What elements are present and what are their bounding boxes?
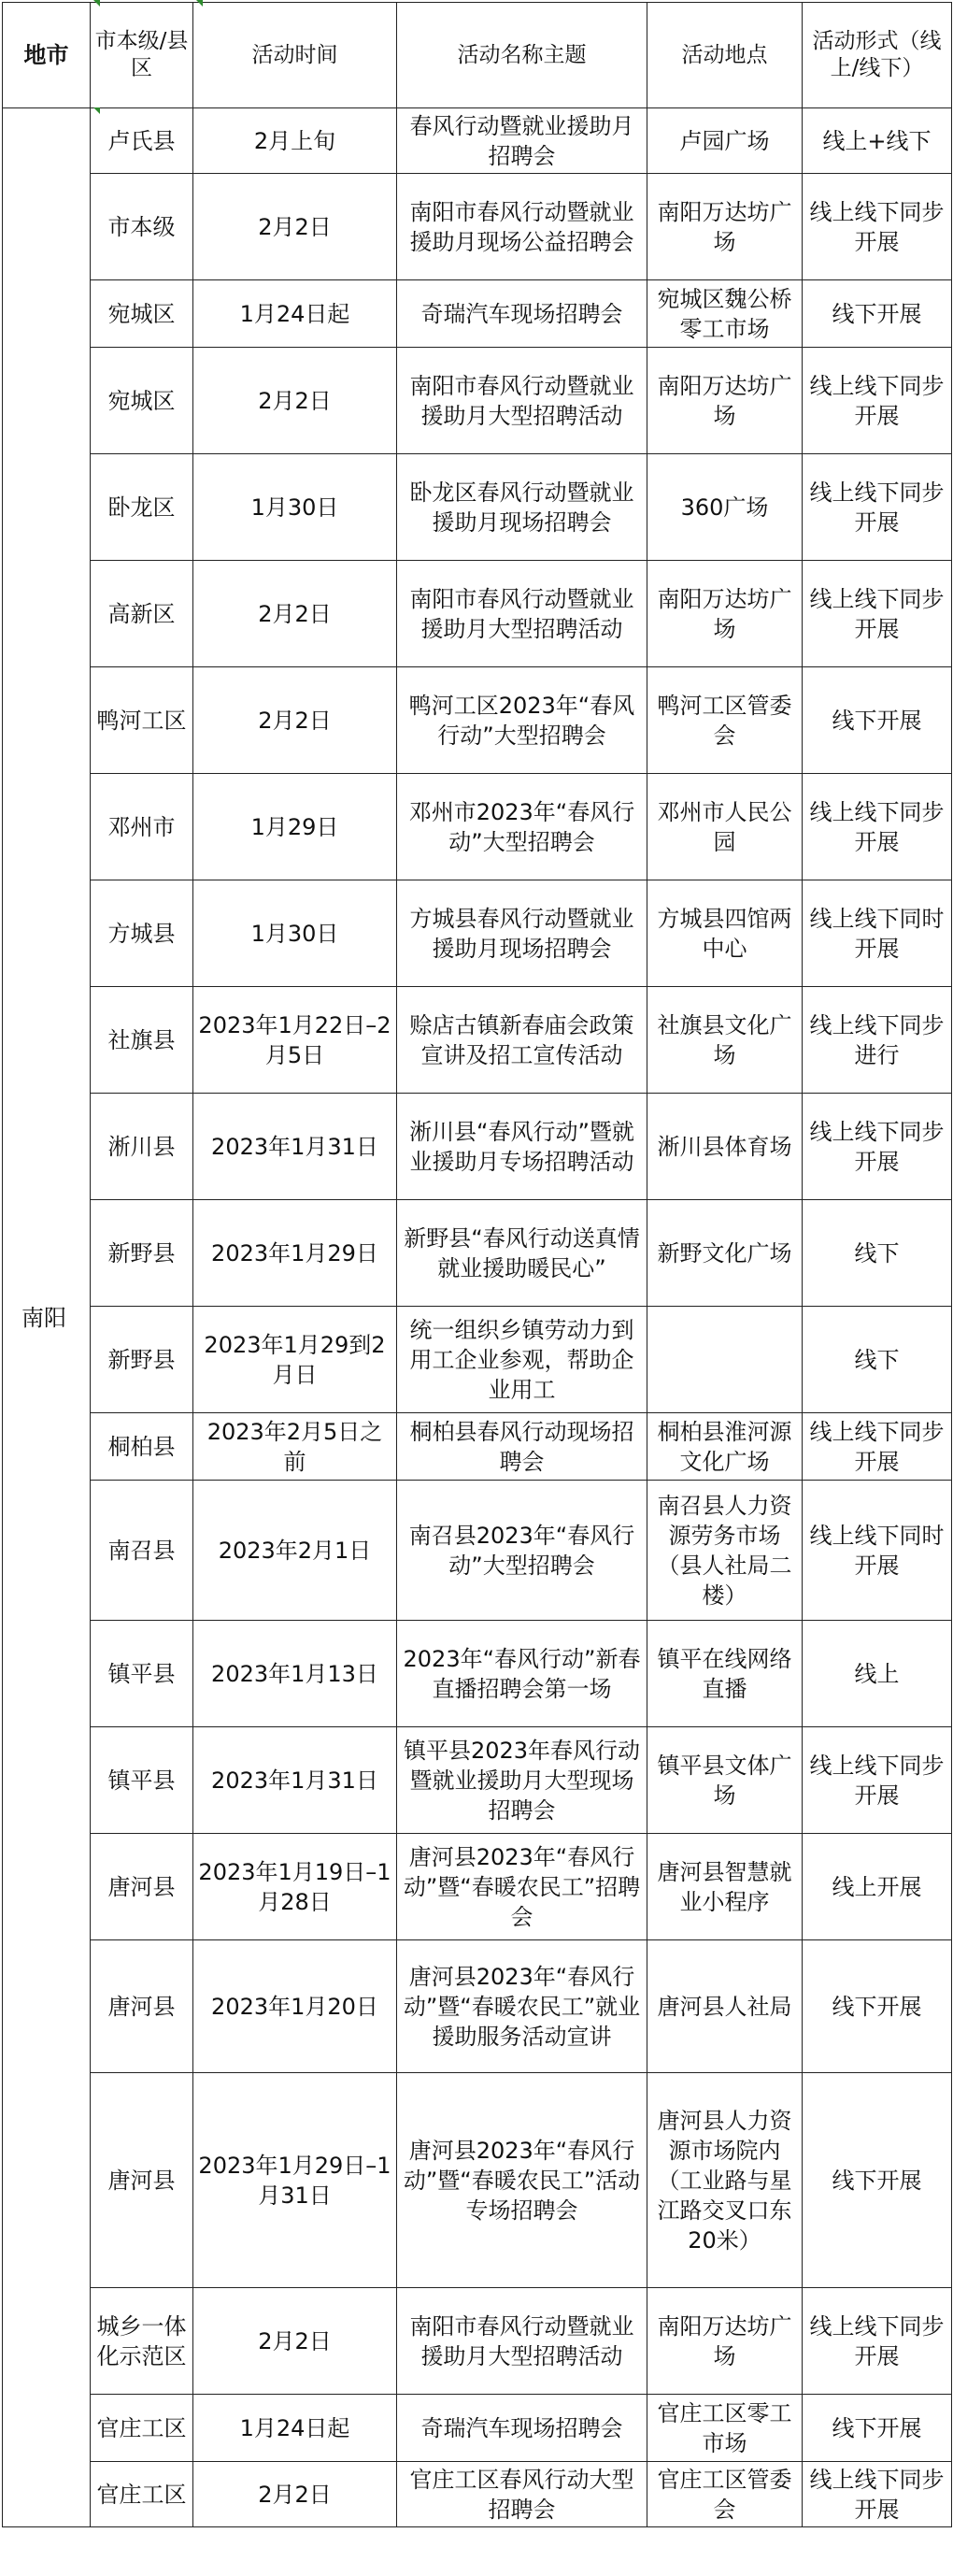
form-cell: 线上线下同时开展 [803,880,952,987]
theme-cell: 奇瑞汽车现场招聘会 [397,2395,647,2462]
county-cell: 高新区 [91,561,193,667]
county-cell: 宛城区 [91,280,193,348]
county-cell: 鸭河工区 [91,667,193,774]
theme-cell: 2023年“春风行动”新春直播招聘会第一场 [397,1621,647,1727]
location-cell: 卢园广场 [647,108,803,174]
table-row [3,348,952,454]
time-cell: 2023年1月29日–1月31日 [193,2073,397,2288]
table-row [3,2288,952,2395]
form-cell: 线下 [803,1307,952,1413]
location-cell: 360广场 [647,454,803,561]
county-cell: 淅川县 [91,1094,193,1200]
form-cell: 线上 [803,1621,952,1727]
county-cell: 卧龙区 [91,454,193,561]
form-cell: 线上线下同步开展 [803,454,952,561]
form-cell: 线上线下同步进行 [803,987,952,1094]
table-row [3,1834,952,1940]
time-cell: 1月29日 [193,774,397,880]
form-cell: 线上线下同步开展 [803,174,952,280]
table-body [3,108,952,2527]
table-row [3,987,952,1094]
time-cell: 2023年1月19日–1月28日 [193,1834,397,1940]
county-cell: 方城县 [91,880,193,987]
table-row [3,280,952,348]
table-row [3,774,952,880]
form-cell: 线上线下同步开展 [803,774,952,880]
time-cell: 2月上旬 [193,108,397,174]
location-cell: 方城县四馆两中心 [647,880,803,987]
county-cell: 邓州市 [91,774,193,880]
theme-cell: 卧龙区春风行动暨就业援助月现场招聘会 [397,454,647,561]
form-cell: 线上线下同步开展 [803,348,952,454]
table-row [3,880,952,987]
table-row [3,2395,952,2462]
county-cell: 城乡一体化示范区 [91,2288,193,2395]
time-cell: 2023年1月20日 [193,1940,397,2073]
time-cell: 2月2日 [193,348,397,454]
county-cell: 唐河县 [91,1940,193,2073]
form-cell: 线上线下同时开展 [803,1481,952,1621]
time-cell: 2023年1月22日–2月5日 [193,987,397,1094]
theme-cell: 南召县2023年“春风行动”大型招聘会 [397,1481,647,1621]
location-cell: 鸭河工区管委会 [647,667,803,774]
time-cell: 2023年1月29日 [193,1200,397,1307]
county-cell: 官庄工区 [91,2395,193,2462]
county-cell: 新野县 [91,1200,193,1307]
location-cell [647,1307,803,1413]
table-row [3,1307,952,1413]
city-cell: 南阳 [3,108,91,2527]
location-cell: 南召县人力资源劳务市场（县人社局二楼） [647,1481,803,1621]
location-cell: 淅川县体育场 [647,1094,803,1200]
form-cell: 线上+线下 [803,108,952,174]
table-row [3,1200,952,1307]
form-cell: 线下开展 [803,280,952,348]
theme-cell: 唐河县2023年“春风行动”暨“春暖农民工”活动专场招聘会 [397,2073,647,2288]
table-row [3,174,952,280]
table-row [3,1481,952,1621]
table-row [3,454,952,561]
location-cell: 唐河县人力资源市场院内（工业路与星江路交叉口东20米） [647,2073,803,2288]
theme-cell: 奇瑞汽车现场招聘会 [397,280,647,348]
county-cell: 社旗县 [91,987,193,1094]
time-cell: 2月2日 [193,2462,397,2527]
theme-cell: 唐河县2023年“春风行动”暨“春暖农民工”招聘会 [397,1834,647,1940]
table-row [3,1727,952,1834]
county-cell: 新野县 [91,1307,193,1413]
time-cell: 2023年1月31日 [193,1094,397,1200]
location-cell: 新野文化广场 [647,1200,803,1307]
form-cell: 线下开展 [803,2073,952,2288]
theme-cell: 南阳市春风行动暨就业援助月大型招聘活动 [397,348,647,454]
theme-cell: 方城县春风行动暨就业援助月现场招聘会 [397,880,647,987]
cell-comment-marker [196,0,203,7]
time-cell: 2023年2月5日之前 [193,1413,397,1481]
theme-cell: 镇平县2023年春风行动暨就业援助月大型现场招聘会 [397,1727,647,1834]
county-cell: 唐河县 [91,1834,193,1940]
time-cell: 2023年1月13日 [193,1621,397,1727]
form-cell: 线上线下同步开展 [803,561,952,667]
location-cell: 唐河县智慧就业小程序 [647,1834,803,1940]
header-form: 活动形式（线上/线下） [803,3,952,108]
header-county: 市本级/县区 [91,3,193,108]
form-cell: 线上线下同步开展 [803,1094,952,1200]
theme-cell: 赊店古镇新春庙会政策宣讲及招工宣传活动 [397,987,647,1094]
location-cell: 唐河县人社局 [647,1940,803,2073]
county-cell: 官庄工区 [91,2462,193,2527]
table-row [3,1413,952,1481]
table-row [3,667,952,774]
location-cell: 桐柏县淮河源文化广场 [647,1413,803,1481]
recruitment-events-table [2,2,952,2527]
form-cell: 线下开展 [803,1940,952,2073]
header-theme: 活动名称主题 [397,3,647,108]
table-row [3,1094,952,1200]
table-row [3,2073,952,2288]
theme-cell: 南阳市春风行动暨就业援助月大型招聘活动 [397,561,647,667]
form-cell: 线上线下同步开展 [803,1727,952,1834]
time-cell: 2月2日 [193,667,397,774]
time-cell: 2月2日 [193,174,397,280]
theme-cell: 新野县“春风行动送真情 就业援助暖民心” [397,1200,647,1307]
table-row [3,561,952,667]
time-cell: 2023年1月29到2月日 [193,1307,397,1413]
form-cell: 线下 [803,1200,952,1307]
county-cell: 桐柏县 [91,1413,193,1481]
location-cell: 南阳万达坊广场 [647,174,803,280]
theme-cell: 邓州市2023年“春风行动”大型招聘会 [397,774,647,880]
header-location: 活动地点 [647,3,803,108]
time-cell: 1月24日起 [193,280,397,348]
form-cell: 线下开展 [803,667,952,774]
theme-cell: 唐河县2023年“春风行动”暨“春暖农民工”就业援助服务活动宣讲 [397,1940,647,2073]
theme-cell: 淅川县“春风行动”暨就业援助月专场招聘活动 [397,1094,647,1200]
county-cell: 市本级 [91,174,193,280]
location-cell: 官庄工区管委会 [647,2462,803,2527]
theme-cell: 南阳市春风行动暨就业援助月大型招聘活动 [397,2288,647,2395]
table-row [3,1621,952,1727]
form-cell: 线上线下同步开展 [803,2288,952,2395]
time-cell: 1月24日起 [193,2395,397,2462]
form-cell: 线上线下同步开展 [803,2462,952,2527]
theme-cell: 统一组织乡镇劳动力到用工企业参观，帮助企业用工 [397,1307,647,1413]
form-cell: 线下开展 [803,2395,952,2462]
cell-comment-marker [93,0,100,7]
header-row [3,3,952,108]
county-cell: 镇平县 [91,1727,193,1834]
form-cell: 线上线下同步开展 [803,1413,952,1481]
table-row [3,2462,952,2527]
table-row [3,1940,952,2073]
time-cell: 1月30日 [193,454,397,561]
time-cell: 1月30日 [193,880,397,987]
form-cell: 线上开展 [803,1834,952,1940]
county-cell: 卢氏县 [91,108,193,174]
location-cell: 南阳万达坊广场 [647,561,803,667]
header-time: 活动时间 [193,3,397,108]
time-cell: 2月2日 [193,2288,397,2395]
theme-cell: 春风行动暨就业援助月招聘会 [397,108,647,174]
location-cell: 镇平县文体广场 [647,1727,803,1834]
header-city: 地市 [3,3,91,108]
location-cell: 镇平在线网络直播 [647,1621,803,1727]
cell-comment-marker [93,107,100,114]
county-cell: 宛城区 [91,348,193,454]
location-cell: 宛城区魏公桥零工市场 [647,280,803,348]
location-cell: 南阳万达坊广场 [647,348,803,454]
theme-cell: 鸭河工区2023年“春风行动”大型招聘会 [397,667,647,774]
county-cell: 唐河县 [91,2073,193,2288]
location-cell: 邓州市人民公园 [647,774,803,880]
location-cell: 官庄工区零工市场 [647,2395,803,2462]
location-cell: 社旗县文化广场 [647,987,803,1094]
time-cell: 2023年1月31日 [193,1727,397,1834]
theme-cell: 桐柏县春风行动现场招聘会 [397,1413,647,1481]
theme-cell: 官庄工区春风行动大型招聘会 [397,2462,647,2527]
location-cell: 南阳万达坊广场 [647,2288,803,2395]
time-cell: 2023年2月1日 [193,1481,397,1621]
county-cell: 镇平县 [91,1621,193,1727]
table-row [3,108,952,174]
time-cell: 2月2日 [193,561,397,667]
county-cell: 南召县 [91,1481,193,1621]
theme-cell: 南阳市春风行动暨就业援助月现场公益招聘会 [397,174,647,280]
